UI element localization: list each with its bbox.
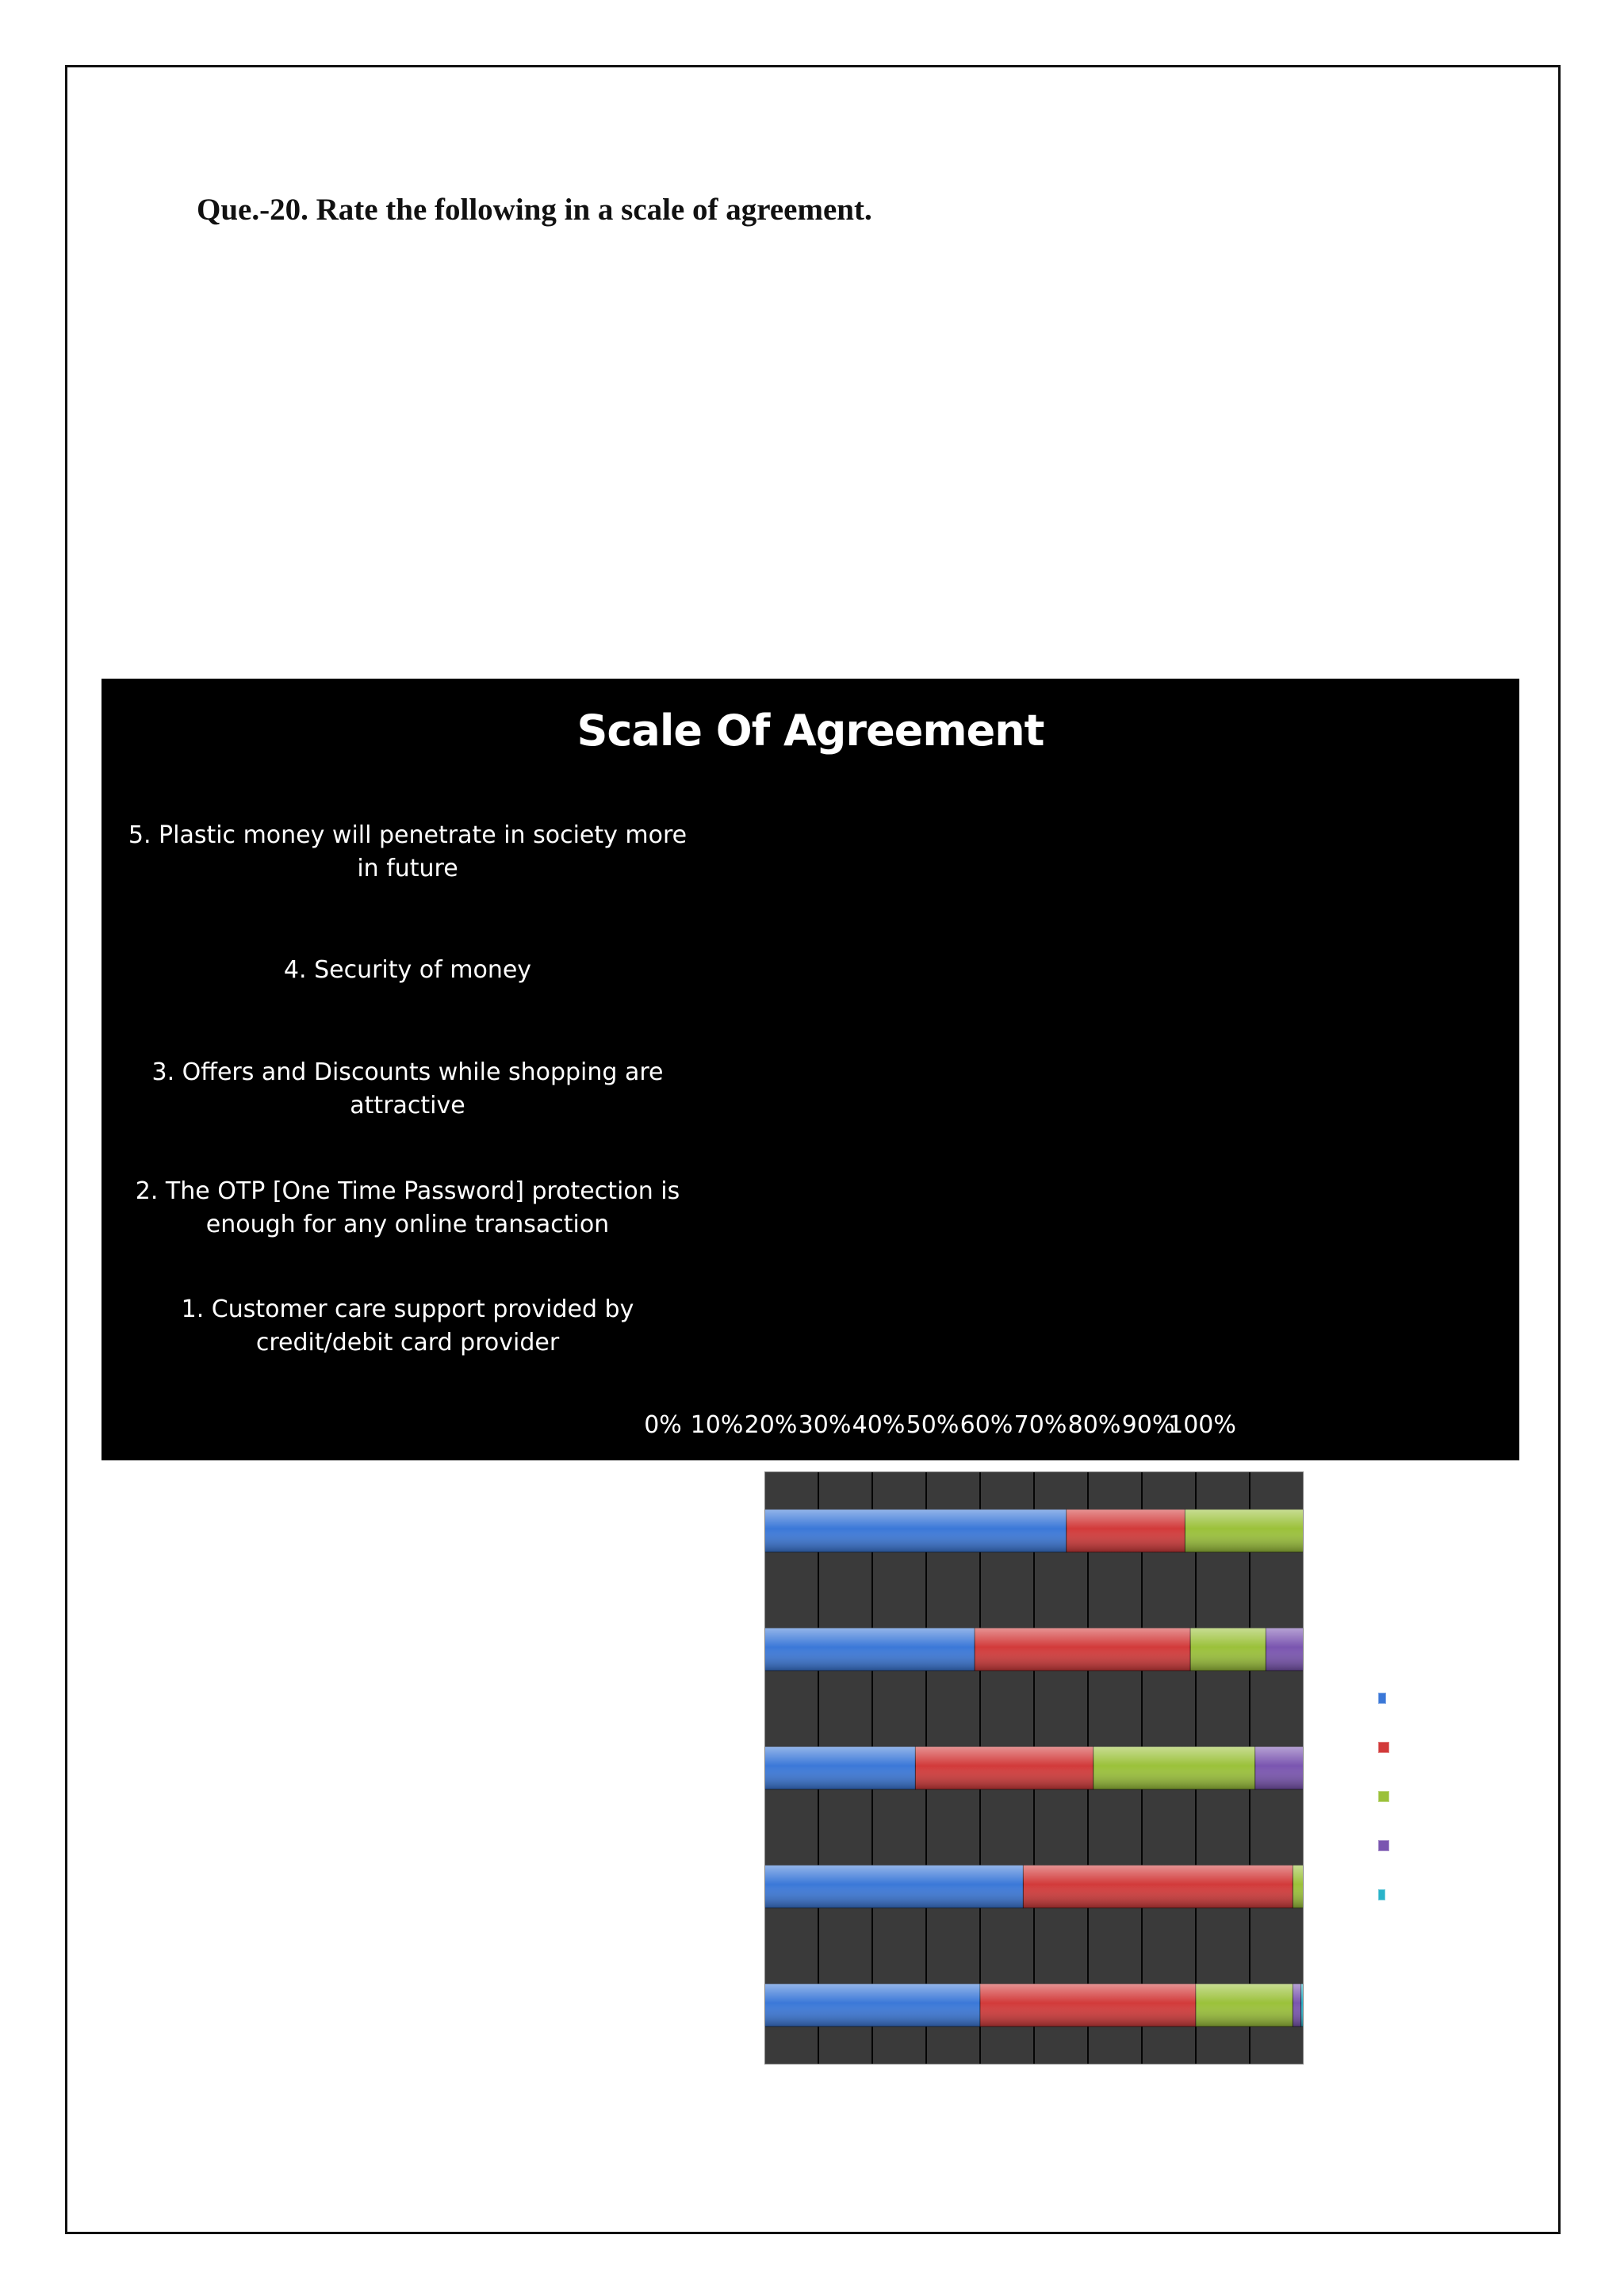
category-label (106, 819, 709, 886)
bar-segment (1185, 1510, 1304, 1552)
legend-label: Strongly Agree (1396, 1670, 1496, 1726)
category-label (106, 1293, 709, 1360)
legend-swatch (1378, 1889, 1385, 1900)
category-label-line: credit/debit card provider (255, 1329, 560, 1357)
x-tick-label: 20% (744, 1411, 798, 1439)
legend-swatch (1378, 1693, 1386, 1704)
plot-area (764, 1471, 1304, 2064)
bar-segment (1266, 1628, 1304, 1670)
bar-segment (1196, 1984, 1293, 2026)
category-label-line: 2. The OTP [One Time Password] protection is (135, 1177, 680, 1205)
chart-container (102, 679, 1519, 1923)
legend-swatch (1378, 1791, 1389, 1802)
legend-item (1378, 1867, 1519, 1923)
x-tick-label: 100% (1168, 1411, 1236, 1439)
category-label (106, 954, 709, 987)
category-label-line: 1. Customer care support provided by (181, 1295, 634, 1324)
bar-segment (1023, 1866, 1293, 1908)
category-label-line: enough for any online transaction (205, 1210, 610, 1238)
bar-segment (1293, 1984, 1300, 2026)
chart-legend (1378, 1670, 1519, 1923)
bar-segment (764, 1628, 975, 1670)
question-heading: Que.-20. Rate the following in a scale of agreement. (197, 193, 872, 227)
bar-segment (915, 1747, 1093, 1789)
x-tick-label: 30% (798, 1411, 852, 1439)
bar-segment (1190, 1628, 1266, 1670)
bar-segment (1255, 1747, 1304, 1789)
legend-label: Agree (1411, 1733, 1482, 1762)
legend-item (1378, 1670, 1519, 1726)
x-tick-label: 0% (644, 1411, 682, 1439)
legend-item (1378, 1821, 1519, 1870)
category-label-line: 3. Offers and Discounts while shopping are (151, 1058, 664, 1086)
category-label-line: in future (357, 854, 458, 882)
x-tick-label: 60% (959, 1411, 1013, 1439)
legend-item (1378, 1772, 1519, 1821)
x-tick-label: 10% (690, 1411, 744, 1439)
bar-segment (1293, 1866, 1304, 1908)
category-label (106, 1175, 709, 1242)
x-tick-label: 40% (852, 1411, 906, 1439)
category-label-line: attractive (350, 1092, 465, 1119)
category-label-line: 4. Security of money (283, 956, 532, 985)
bar-segment (764, 1984, 980, 2026)
x-tick-label: 70% (1013, 1411, 1067, 1439)
bar-segment (980, 1984, 1196, 2026)
legend-label: Strongly Disagree (1395, 1867, 1501, 1923)
bar-segment (1067, 1510, 1185, 1552)
chart-title: Scale Of Agreement (576, 706, 1044, 756)
legend-swatch (1378, 1742, 1389, 1753)
legend-label: Neutral (1399, 1782, 1487, 1811)
x-tick-label: 80% (1067, 1411, 1121, 1439)
x-tick-label: 50% (906, 1411, 959, 1439)
x-tick-label: 90% (1121, 1411, 1175, 1439)
bar-segment (1094, 1747, 1255, 1789)
bar-segment (764, 1510, 1067, 1552)
legend-item (1378, 1723, 1519, 1772)
legend-label: Disagree (1399, 1831, 1505, 1860)
bar-segment (764, 1866, 1023, 1908)
category-label-line: 5. Plastic money will penetrate in society more (128, 821, 688, 849)
legend-swatch (1378, 1840, 1389, 1851)
category-label (106, 1056, 709, 1123)
bar-segment (764, 1747, 915, 1789)
bar-segment (975, 1628, 1190, 1670)
